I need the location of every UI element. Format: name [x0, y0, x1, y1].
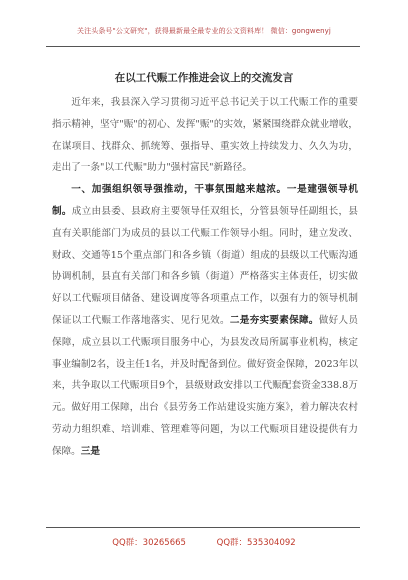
- footer-qq-group-2: QQ群：535304092: [216, 538, 296, 548]
- document-title: 在以工代赈工作推进会议上的交流发言: [114, 72, 294, 84]
- section1-sub1-text: 成立由县委、县政府主要领导任双组长，分管县领导任副组长，县直有关职能部门为成员的县以工代赈工作领导小组。同时，建立发改、财政、交通等15个重点部门和各乡镇（街道）组成的县级以工代赈沟通协调机制，县直有关部门和各乡镇（街道）严格落实主体责任，切实做好以工代赈项目储备、建设调度等各项重点工作，以强有力的领导机制保证以工代赈工作落地落实、见行见效。: [52, 205, 359, 326]
- footer-divider: [46, 527, 360, 528]
- section1-heading: 一、加强组织领导强推动，干事氛围越来越浓。: [71, 184, 287, 196]
- header-divider: [46, 46, 360, 47]
- section1-sub2-heading: 二是夯实要素保障。: [229, 314, 319, 326]
- footer-qq-group-1: QQ群：30265665: [112, 538, 186, 548]
- section-paragraph: [52, 179, 358, 462]
- section1-sub2-text: 做好人员保障，成立县以工代赈项目服务中心，为县发改局所属事业机构，核定事业编制2名，设主任1名，并及时配备到位。做好资金保障，2023年以来，共争取以工代赈项目9个，县级财政安排以工代赈配套资金338.8万元。做好用工保障，出台《县劳务工作站建设实施方案》，着力解决农村劳动力组织难、培训难、管理难等问题，为以工代赈项目建设提供有力保障。: [52, 314, 359, 457]
- document-body: [52, 92, 358, 463]
- section1-sub1-heading: 一是建强领导机制。: [52, 184, 359, 217]
- section1-sub3-heading: 三是: [80, 445, 100, 457]
- intro-paragraph: 近年来，我县深入学习贯彻习近平总书记关于以工代赈工作的重要指示精神，坚守"赈"的初心、发挥"赈"的实效，紧紧围绕群众就业增收，在谋项目、找群众、抓统筹、强指导、重实效上持续发力、久久为功，走出了一条"以工代赈"助力"强村富民"新路径。: [52, 97, 358, 174]
- footer: [0, 536, 408, 548]
- header-promo: 关注头条号"公文研究"，获得最新最全最专业的公文资料库！ 微信：gongwenyj: [77, 27, 331, 35]
